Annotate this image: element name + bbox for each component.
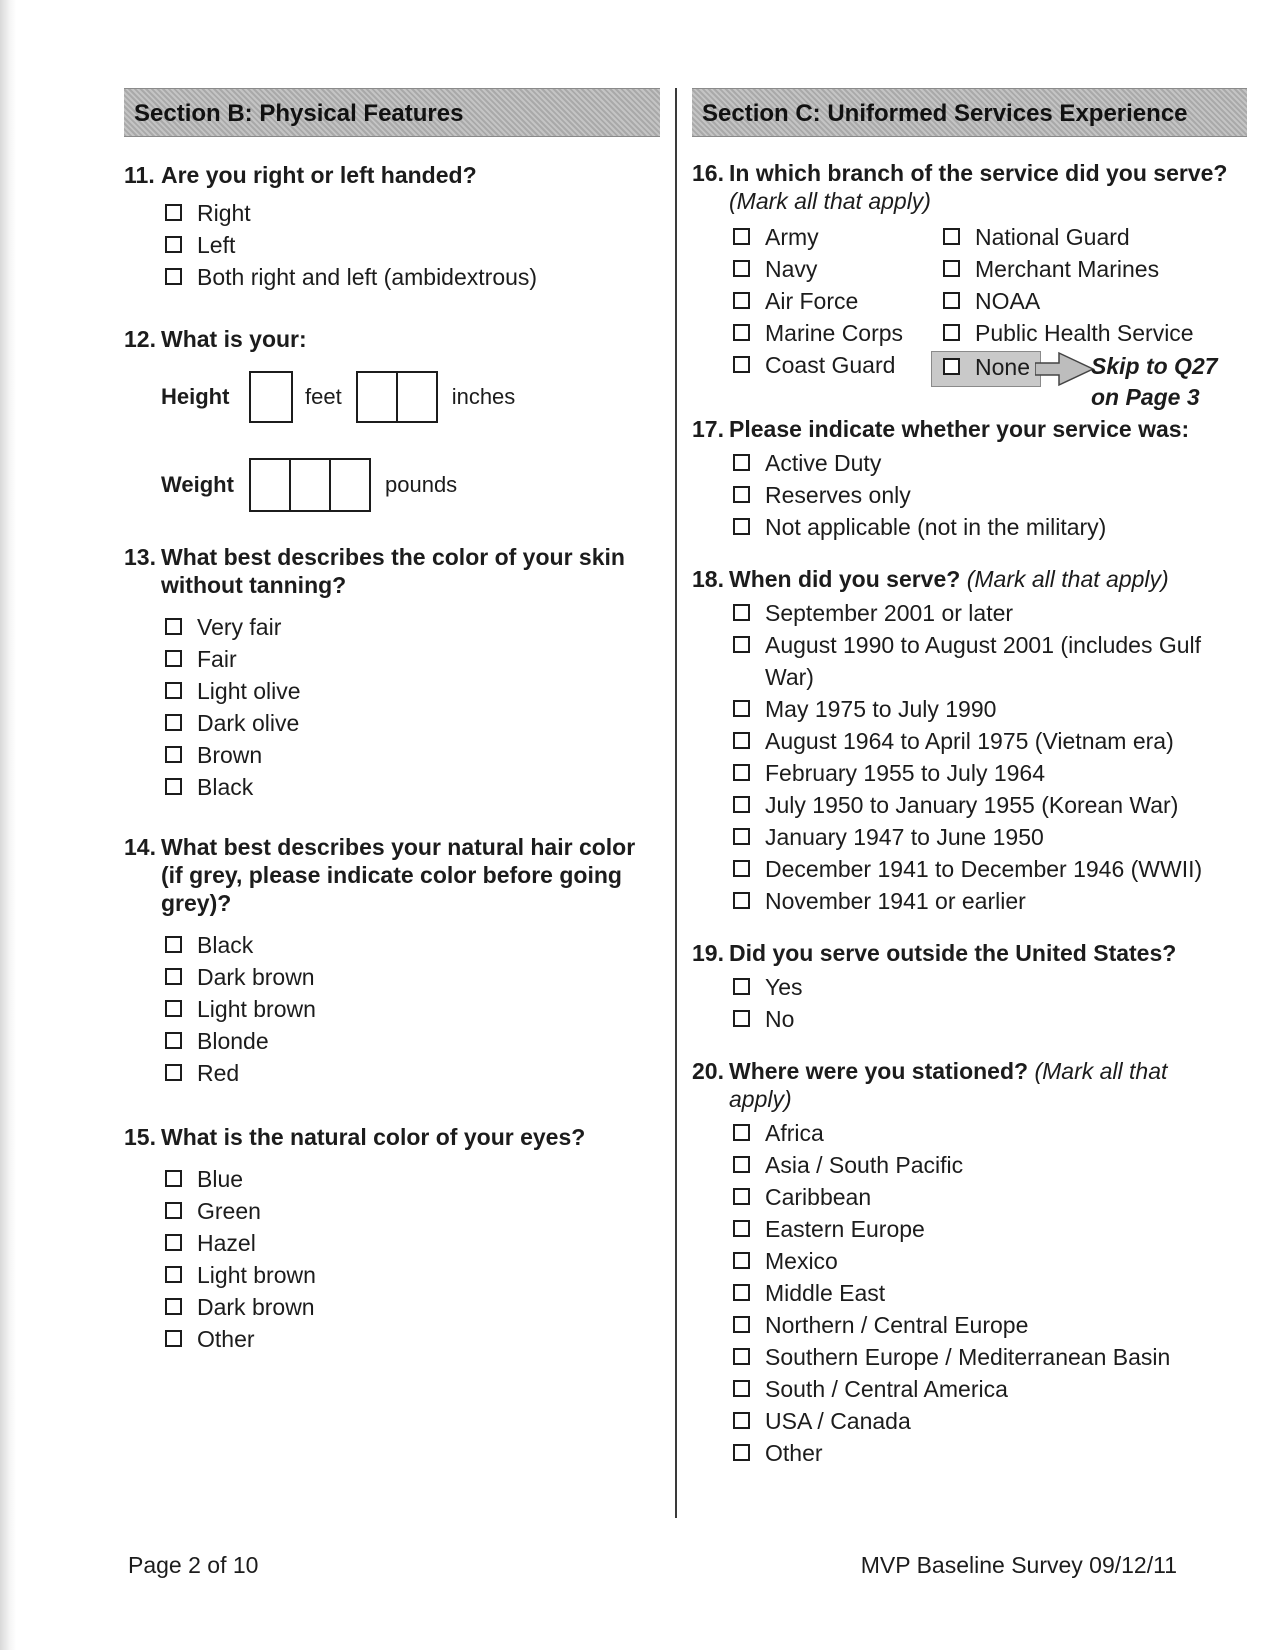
q16-right-options bbox=[939, 221, 1229, 415]
section-c-header: Section C: Uniformed Services Experience bbox=[692, 88, 1247, 137]
question-11 bbox=[124, 161, 660, 189]
question-text: What best describes the color of your skin without tanning? bbox=[161, 544, 625, 598]
option-label: Light brown bbox=[197, 1262, 316, 1288]
option-label: USA / Canada bbox=[765, 1408, 911, 1434]
question-text: What is the natural color of your eyes? bbox=[161, 1124, 586, 1150]
checkbox[interactable] bbox=[733, 518, 750, 535]
checkbox[interactable] bbox=[733, 1348, 750, 1365]
question-number: 14. bbox=[124, 834, 156, 860]
question-number: 20. bbox=[692, 1058, 724, 1084]
skip-line-2: on Page 3 bbox=[1091, 384, 1200, 410]
option-label: Africa bbox=[765, 1120, 824, 1146]
feet-label: feet bbox=[305, 384, 342, 409]
checkbox[interactable] bbox=[733, 260, 750, 277]
option-label: None bbox=[975, 354, 1030, 380]
question-text: In which branch of the service did you serve? bbox=[729, 160, 1228, 186]
question-16 bbox=[692, 159, 1247, 215]
question-text: What is your: bbox=[161, 326, 307, 352]
option-label: Northern / Central Europe bbox=[765, 1312, 1029, 1338]
checkbox[interactable] bbox=[733, 604, 750, 621]
column-divider bbox=[675, 88, 677, 1518]
checkbox[interactable] bbox=[733, 356, 750, 373]
checkbox[interactable] bbox=[943, 324, 960, 341]
option-label: Dark olive bbox=[197, 710, 300, 736]
question-12 bbox=[124, 325, 660, 353]
option-item[interactable] bbox=[729, 853, 1209, 885]
option-item[interactable] bbox=[729, 1309, 1247, 1341]
question-number: 19. bbox=[692, 940, 724, 966]
option-label: August 1964 to April 1975 (Vietnam era) bbox=[765, 728, 1174, 754]
option-item[interactable] bbox=[161, 1227, 660, 1259]
q16-options bbox=[729, 221, 1247, 415]
checkbox[interactable] bbox=[165, 746, 182, 763]
option-item[interactable] bbox=[161, 1195, 660, 1227]
question-number: 18. bbox=[692, 566, 724, 592]
option-item[interactable] bbox=[729, 1373, 1247, 1405]
checkbox[interactable] bbox=[733, 324, 750, 341]
option-label: May 1975 to July 1990 bbox=[765, 696, 997, 722]
option-label: November 1941 or earlier bbox=[765, 888, 1026, 914]
option-item[interactable] bbox=[939, 285, 1229, 317]
option-label: Navy bbox=[765, 256, 818, 282]
question-number: 15. bbox=[124, 1124, 156, 1150]
question-text: Did you serve outside the United States? bbox=[729, 940, 1177, 966]
option-item[interactable] bbox=[939, 221, 1229, 253]
option-label: Southern Europe / Mediterranean Basin bbox=[765, 1344, 1171, 1370]
section-b-header: Section B: Physical Features bbox=[124, 88, 660, 137]
question-text: Please indicate whether your service was: bbox=[729, 416, 1190, 442]
option-item[interactable] bbox=[729, 447, 1247, 479]
option-label: South / Central America bbox=[765, 1376, 1008, 1402]
option-label: September 2001 or later bbox=[765, 600, 1014, 626]
option-label: Army bbox=[765, 224, 819, 250]
option-item[interactable] bbox=[161, 611, 660, 643]
question-13 bbox=[124, 543, 660, 599]
option-item[interactable] bbox=[161, 771, 660, 803]
option-label: Blue bbox=[197, 1166, 244, 1192]
question-19 bbox=[692, 939, 1247, 967]
q18-options bbox=[729, 597, 1209, 917]
option-item[interactable] bbox=[729, 221, 939, 253]
option-item[interactable] bbox=[729, 511, 1247, 543]
checkbox[interactable] bbox=[165, 618, 182, 635]
option-item[interactable] bbox=[161, 993, 660, 1025]
checkbox[interactable] bbox=[733, 1010, 750, 1027]
option-label: Brown bbox=[197, 742, 263, 768]
inches-label: inches bbox=[451, 384, 516, 409]
skip-instruction bbox=[1091, 351, 1218, 413]
question-number: 11. bbox=[124, 162, 155, 188]
checkbox[interactable] bbox=[165, 778, 182, 795]
option-item[interactable] bbox=[729, 821, 1209, 853]
checkbox[interactable] bbox=[733, 828, 750, 845]
option-label: Caribbean bbox=[765, 1184, 872, 1210]
checkbox[interactable] bbox=[165, 1330, 182, 1347]
option-item[interactable] bbox=[161, 1259, 660, 1291]
option-label: Black bbox=[197, 932, 254, 958]
option-label: Other bbox=[765, 1440, 823, 1466]
question-note: (Mark all that apply) bbox=[729, 188, 931, 214]
height-label: Height bbox=[161, 384, 230, 409]
checkbox[interactable] bbox=[733, 1316, 750, 1333]
skip-line-1: Skip to Q27 bbox=[1091, 353, 1218, 379]
checkbox[interactable] bbox=[733, 228, 750, 245]
weight-box-2[interactable] bbox=[291, 458, 331, 512]
option-label: National Guard bbox=[975, 224, 1130, 250]
checkbox[interactable] bbox=[733, 732, 750, 749]
option-label: Black bbox=[197, 774, 254, 800]
option-item[interactable] bbox=[161, 1025, 660, 1057]
option-label: Merchant Marines bbox=[975, 256, 1160, 282]
checkbox[interactable] bbox=[165, 682, 182, 699]
checkbox[interactable] bbox=[165, 714, 182, 731]
weight-box-1[interactable] bbox=[249, 458, 291, 512]
option-item[interactable] bbox=[161, 707, 660, 739]
option-label: Coast Guard bbox=[765, 352, 896, 378]
option-label: Fair bbox=[197, 646, 237, 672]
height-inches-box-1[interactable] bbox=[356, 371, 398, 423]
option-item[interactable] bbox=[729, 253, 939, 285]
option-label: Green bbox=[197, 1198, 261, 1224]
checkbox[interactable] bbox=[733, 1412, 750, 1429]
option-label: Dark brown bbox=[197, 964, 315, 990]
q16-right-list bbox=[939, 221, 1229, 349]
option-item[interactable] bbox=[729, 479, 1247, 511]
question-number: 13. bbox=[124, 544, 156, 570]
weight-row bbox=[161, 457, 660, 513]
option-label: Public Health Service bbox=[975, 320, 1194, 346]
option-item[interactable] bbox=[729, 971, 1247, 1003]
option-label: Yes bbox=[765, 974, 803, 1000]
option-label: August 1990 to August 2001 (includes Gulf War) bbox=[765, 632, 1202, 690]
option-label: Light olive bbox=[197, 678, 301, 704]
option-label: NOAA bbox=[975, 288, 1041, 314]
option-item[interactable] bbox=[729, 885, 1209, 917]
option-item[interactable] bbox=[729, 725, 1209, 757]
checkbox[interactable] bbox=[733, 1252, 750, 1269]
pounds-label: pounds bbox=[385, 472, 458, 497]
option-label: Other bbox=[197, 1326, 255, 1352]
checkbox[interactable] bbox=[733, 978, 750, 995]
checkbox[interactable] bbox=[733, 1220, 750, 1237]
checkbox[interactable] bbox=[165, 1202, 182, 1219]
skip-arrow-icon bbox=[1035, 351, 1097, 387]
option-label: Not applicable (not in the military) bbox=[765, 514, 1107, 540]
option-label: December 1941 to December 1946 (WWII) bbox=[765, 856, 1203, 882]
option-label: Mexico bbox=[765, 1248, 838, 1274]
option-label: Dark brown bbox=[197, 1294, 315, 1320]
checkbox[interactable] bbox=[943, 228, 960, 245]
option-item[interactable] bbox=[729, 1277, 1247, 1309]
option-label: Active Duty bbox=[765, 450, 882, 476]
q13-options bbox=[161, 611, 660, 803]
option-label: Air Force bbox=[765, 288, 859, 314]
checkbox[interactable] bbox=[165, 1234, 182, 1251]
checkbox[interactable] bbox=[165, 236, 182, 253]
checkbox[interactable] bbox=[733, 636, 750, 653]
option-item[interactable] bbox=[161, 197, 660, 229]
option-item[interactable] bbox=[729, 1437, 1247, 1469]
q11-options bbox=[161, 197, 660, 293]
option-label: Reserves only bbox=[765, 482, 911, 508]
checkbox[interactable] bbox=[733, 892, 750, 909]
checkbox[interactable] bbox=[733, 860, 750, 877]
checkbox[interactable] bbox=[165, 968, 182, 985]
option-item[interactable] bbox=[161, 1057, 660, 1089]
checkbox[interactable] bbox=[733, 454, 750, 471]
checkbox[interactable] bbox=[943, 260, 960, 277]
option-item[interactable] bbox=[729, 597, 1209, 629]
weight-box-3[interactable] bbox=[331, 458, 371, 512]
option-label: Very fair bbox=[197, 614, 282, 640]
checkbox[interactable] bbox=[733, 700, 750, 717]
option-label: No bbox=[765, 1006, 795, 1032]
option-item[interactable] bbox=[729, 1149, 1247, 1181]
option-item[interactable] bbox=[161, 1163, 660, 1195]
question-20 bbox=[692, 1057, 1199, 1113]
question-text: When did you serve? bbox=[729, 566, 961, 592]
q17-options bbox=[729, 447, 1247, 543]
option-item[interactable] bbox=[729, 789, 1209, 821]
checkbox[interactable] bbox=[733, 292, 750, 309]
option-item[interactable] bbox=[161, 1323, 660, 1355]
option-label: July 1950 to January 1955 (Korean War) bbox=[765, 792, 1179, 818]
option-label: Marine Corps bbox=[765, 320, 904, 346]
option-item[interactable] bbox=[729, 1181, 1247, 1213]
option-item[interactable] bbox=[729, 349, 939, 381]
question-number: 12. bbox=[124, 326, 156, 352]
question-note: (Mark all that apply) bbox=[966, 566, 1169, 592]
checkbox[interactable] bbox=[733, 796, 750, 813]
option-item[interactable] bbox=[729, 757, 1209, 789]
checkbox[interactable] bbox=[165, 1000, 182, 1017]
option-item[interactable] bbox=[729, 1245, 1247, 1277]
option-none[interactable] bbox=[939, 351, 1030, 383]
option-item[interactable] bbox=[729, 1213, 1247, 1245]
option-label: Both right and left (ambidextrous) bbox=[197, 264, 538, 290]
question-text: What best describes your natural hair color (if grey, please indicate color before going grey)? bbox=[161, 834, 636, 916]
question-17 bbox=[692, 415, 1247, 443]
checkbox[interactable] bbox=[165, 1032, 182, 1049]
checkbox[interactable] bbox=[165, 1170, 182, 1187]
option-item[interactable] bbox=[729, 1341, 1247, 1373]
option-label: Light brown bbox=[197, 996, 316, 1022]
height-inches-box-2[interactable] bbox=[398, 371, 438, 423]
option-item[interactable] bbox=[729, 1003, 1247, 1035]
option-item[interactable] bbox=[729, 693, 1209, 725]
checkbox[interactable] bbox=[733, 486, 750, 503]
option-label: Right bbox=[197, 200, 251, 226]
none-skip-row bbox=[939, 349, 1229, 415]
checkbox[interactable] bbox=[943, 358, 960, 375]
question-text: Are you right or left handed? bbox=[161, 162, 477, 188]
checkbox[interactable] bbox=[165, 204, 182, 221]
question-note: (Mark all that apply) bbox=[729, 1058, 1168, 1112]
option-label: Asia / South Pacific bbox=[765, 1152, 964, 1178]
option-label: Red bbox=[197, 1060, 240, 1086]
option-item[interactable] bbox=[161, 229, 660, 261]
checkbox[interactable] bbox=[733, 1124, 750, 1141]
option-label: Left bbox=[197, 232, 236, 258]
section-b bbox=[124, 88, 660, 1355]
option-item[interactable] bbox=[729, 317, 939, 349]
option-item[interactable] bbox=[729, 285, 939, 317]
checkbox[interactable] bbox=[165, 650, 182, 667]
option-item[interactable] bbox=[161, 739, 660, 771]
option-item[interactable] bbox=[161, 643, 660, 675]
checkbox[interactable] bbox=[733, 764, 750, 781]
q15-options bbox=[161, 1163, 660, 1355]
option-item[interactable] bbox=[939, 253, 1229, 285]
option-label: Blonde bbox=[197, 1028, 269, 1054]
checkbox[interactable] bbox=[733, 1284, 750, 1301]
question-18 bbox=[692, 565, 1247, 593]
checkbox[interactable] bbox=[733, 1444, 750, 1461]
question-text: Where were you stationed? bbox=[729, 1058, 1029, 1084]
checkbox[interactable] bbox=[165, 936, 182, 953]
question-number: 16. bbox=[692, 160, 724, 186]
option-item[interactable] bbox=[161, 961, 660, 993]
checkbox[interactable] bbox=[733, 1380, 750, 1397]
option-label: Middle East bbox=[765, 1280, 886, 1306]
question-14 bbox=[124, 833, 660, 917]
survey-id: MVP Baseline Survey 09/12/11 bbox=[860, 1552, 1177, 1578]
option-item[interactable] bbox=[939, 317, 1229, 349]
option-item[interactable] bbox=[729, 629, 1209, 693]
option-item[interactable] bbox=[161, 1291, 660, 1323]
weight-label: Weight bbox=[161, 472, 234, 497]
q20-options bbox=[729, 1117, 1247, 1469]
option-label: Hazel bbox=[197, 1230, 256, 1256]
q16-left-options bbox=[729, 221, 939, 415]
checkbox[interactable] bbox=[943, 292, 960, 309]
checkbox[interactable] bbox=[165, 1266, 182, 1283]
height-feet-box[interactable] bbox=[249, 371, 293, 423]
option-item[interactable] bbox=[729, 1117, 1247, 1149]
option-item[interactable] bbox=[729, 1405, 1247, 1437]
option-label: January 1947 to June 1950 bbox=[765, 824, 1044, 850]
checkbox[interactable] bbox=[165, 268, 182, 285]
option-item[interactable] bbox=[161, 675, 660, 707]
q14-options bbox=[161, 929, 660, 1089]
height-row bbox=[161, 369, 660, 425]
section-c bbox=[692, 88, 1247, 1469]
checkbox[interactable] bbox=[165, 1064, 182, 1081]
option-label: Eastern Europe bbox=[765, 1216, 925, 1242]
checkbox[interactable] bbox=[165, 1298, 182, 1315]
option-item[interactable] bbox=[161, 261, 660, 293]
checkbox[interactable] bbox=[733, 1156, 750, 1173]
question-number: 17. bbox=[692, 416, 724, 442]
option-label: February 1955 to July 1964 bbox=[765, 760, 1046, 786]
scan-page-edge bbox=[0, 0, 16, 1650]
question-15 bbox=[124, 1123, 660, 1151]
q19-options bbox=[729, 971, 1247, 1035]
page-number: Page 2 of 10 bbox=[128, 1552, 259, 1578]
checkbox[interactable] bbox=[733, 1188, 750, 1205]
option-item[interactable] bbox=[161, 929, 660, 961]
